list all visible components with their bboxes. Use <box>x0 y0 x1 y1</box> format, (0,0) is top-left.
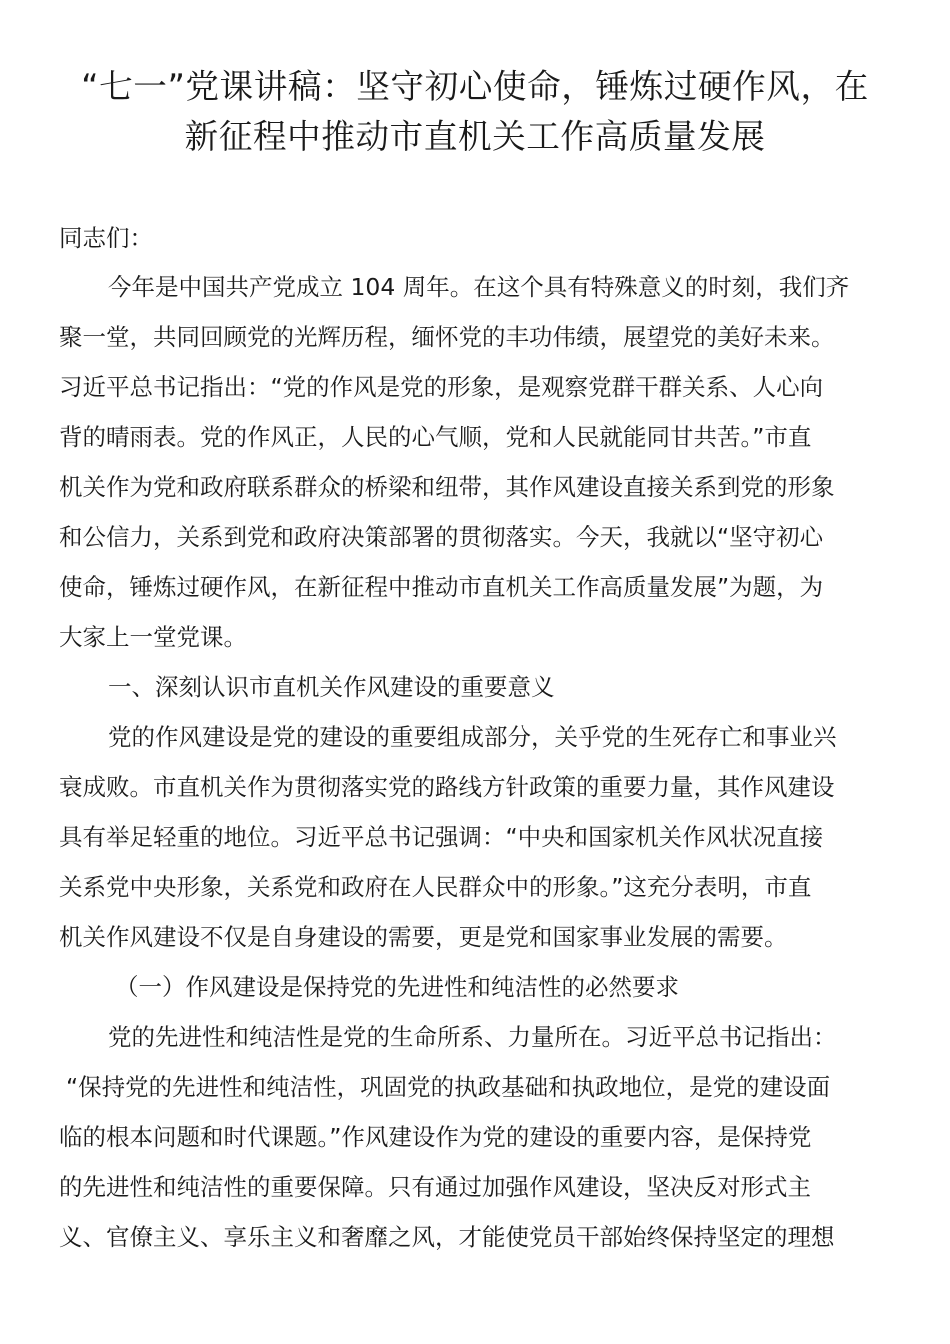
title-line-1: “七一”党课讲稿：坚守初心使命，锤炼过硬作风，在 <box>81 67 869 106</box>
title-line-2: 新征程中推动市直机关工作高质量发展 <box>184 117 766 156</box>
body-line-6: 和公信力，关系到党和政府决策部署的贯彻落实。今天，我就以“坚守初心 <box>59 523 824 551</box>
body-line-20: 义、官僚主义、享乐主义和奢靡之风，才能使党员干部始终保持坚定的理想 <box>59 1223 835 1251</box>
body-line-13: 关系党中央形象，关系党和政府在人民群众中的形象。”这充分表明，市直 <box>59 873 812 901</box>
document-title <box>50 62 900 162</box>
body-line-2: 聚一堂，共同回顾党的光辉历程，缅怀党的丰功伟绩，展望党的美好未来。 <box>59 323 835 351</box>
body-line-5: 机关作为党和政府联系群众的桥梁和纽带，其作风建设直接关系到党的形象 <box>59 473 835 501</box>
body-line-8: 大家上一堂党课。 <box>59 623 247 651</box>
body-line-1: 今年是中国共产党成立 104 周年。在这个具有特殊意义的时刻，我们齐 <box>108 273 850 301</box>
body-line-11: 衰成败。市直机关作为贯彻落实党的路线方针政策的重要力量，其作风建设 <box>59 773 835 801</box>
body-line-14: 机关作风建设不仅是自身建设的需要，更是党和国家事业发展的需要。 <box>59 923 788 951</box>
section-heading-1: 一、深刻认识市直机关作风建设的重要意义 <box>108 673 555 701</box>
body-line-10: 党的作风建设是党的建设的重要组成部分，关乎党的生死存亡和事业兴 <box>108 723 837 751</box>
body-line-3: 习近平总书记指出：“党的作风是党的形象，是观察党群干群关系、人心向 <box>59 373 824 401</box>
body-line-4: 背的晴雨表。党的作风正，人民的心气顺，党和人民就能同甘共苦。”市直 <box>59 423 812 451</box>
body-line-12: 具有举足轻重的地位。习近平总书记强调：“中央和国家机关作风状况直接 <box>59 823 824 851</box>
salutation: 同志们： <box>59 224 153 252</box>
body-line-18: 临的根本问题和时代课题。”作风建设作为党的建设的重要内容，是保持党 <box>59 1123 812 1151</box>
body-line-19: 的先进性和纯洁性的重要保障。只有通过加强作风建设，坚决反对形式主 <box>59 1173 811 1201</box>
body-line-17: “保持党的先进性和纯洁性，巩固党的执政基础和执政地位，是党的建设面 <box>66 1073 831 1101</box>
body-line-16: 党的先进性和纯洁性是党的生命所系、力量所在。习近平总书记指出： <box>108 1023 837 1051</box>
body-line-7: 使命，锤炼过硬作风，在新征程中推动市直机关工作高质量发展”为题，为 <box>59 573 824 601</box>
subsection-heading-1: （一）作风建设是保持党的先进性和纯洁性的必然要求 <box>115 973 679 1001</box>
